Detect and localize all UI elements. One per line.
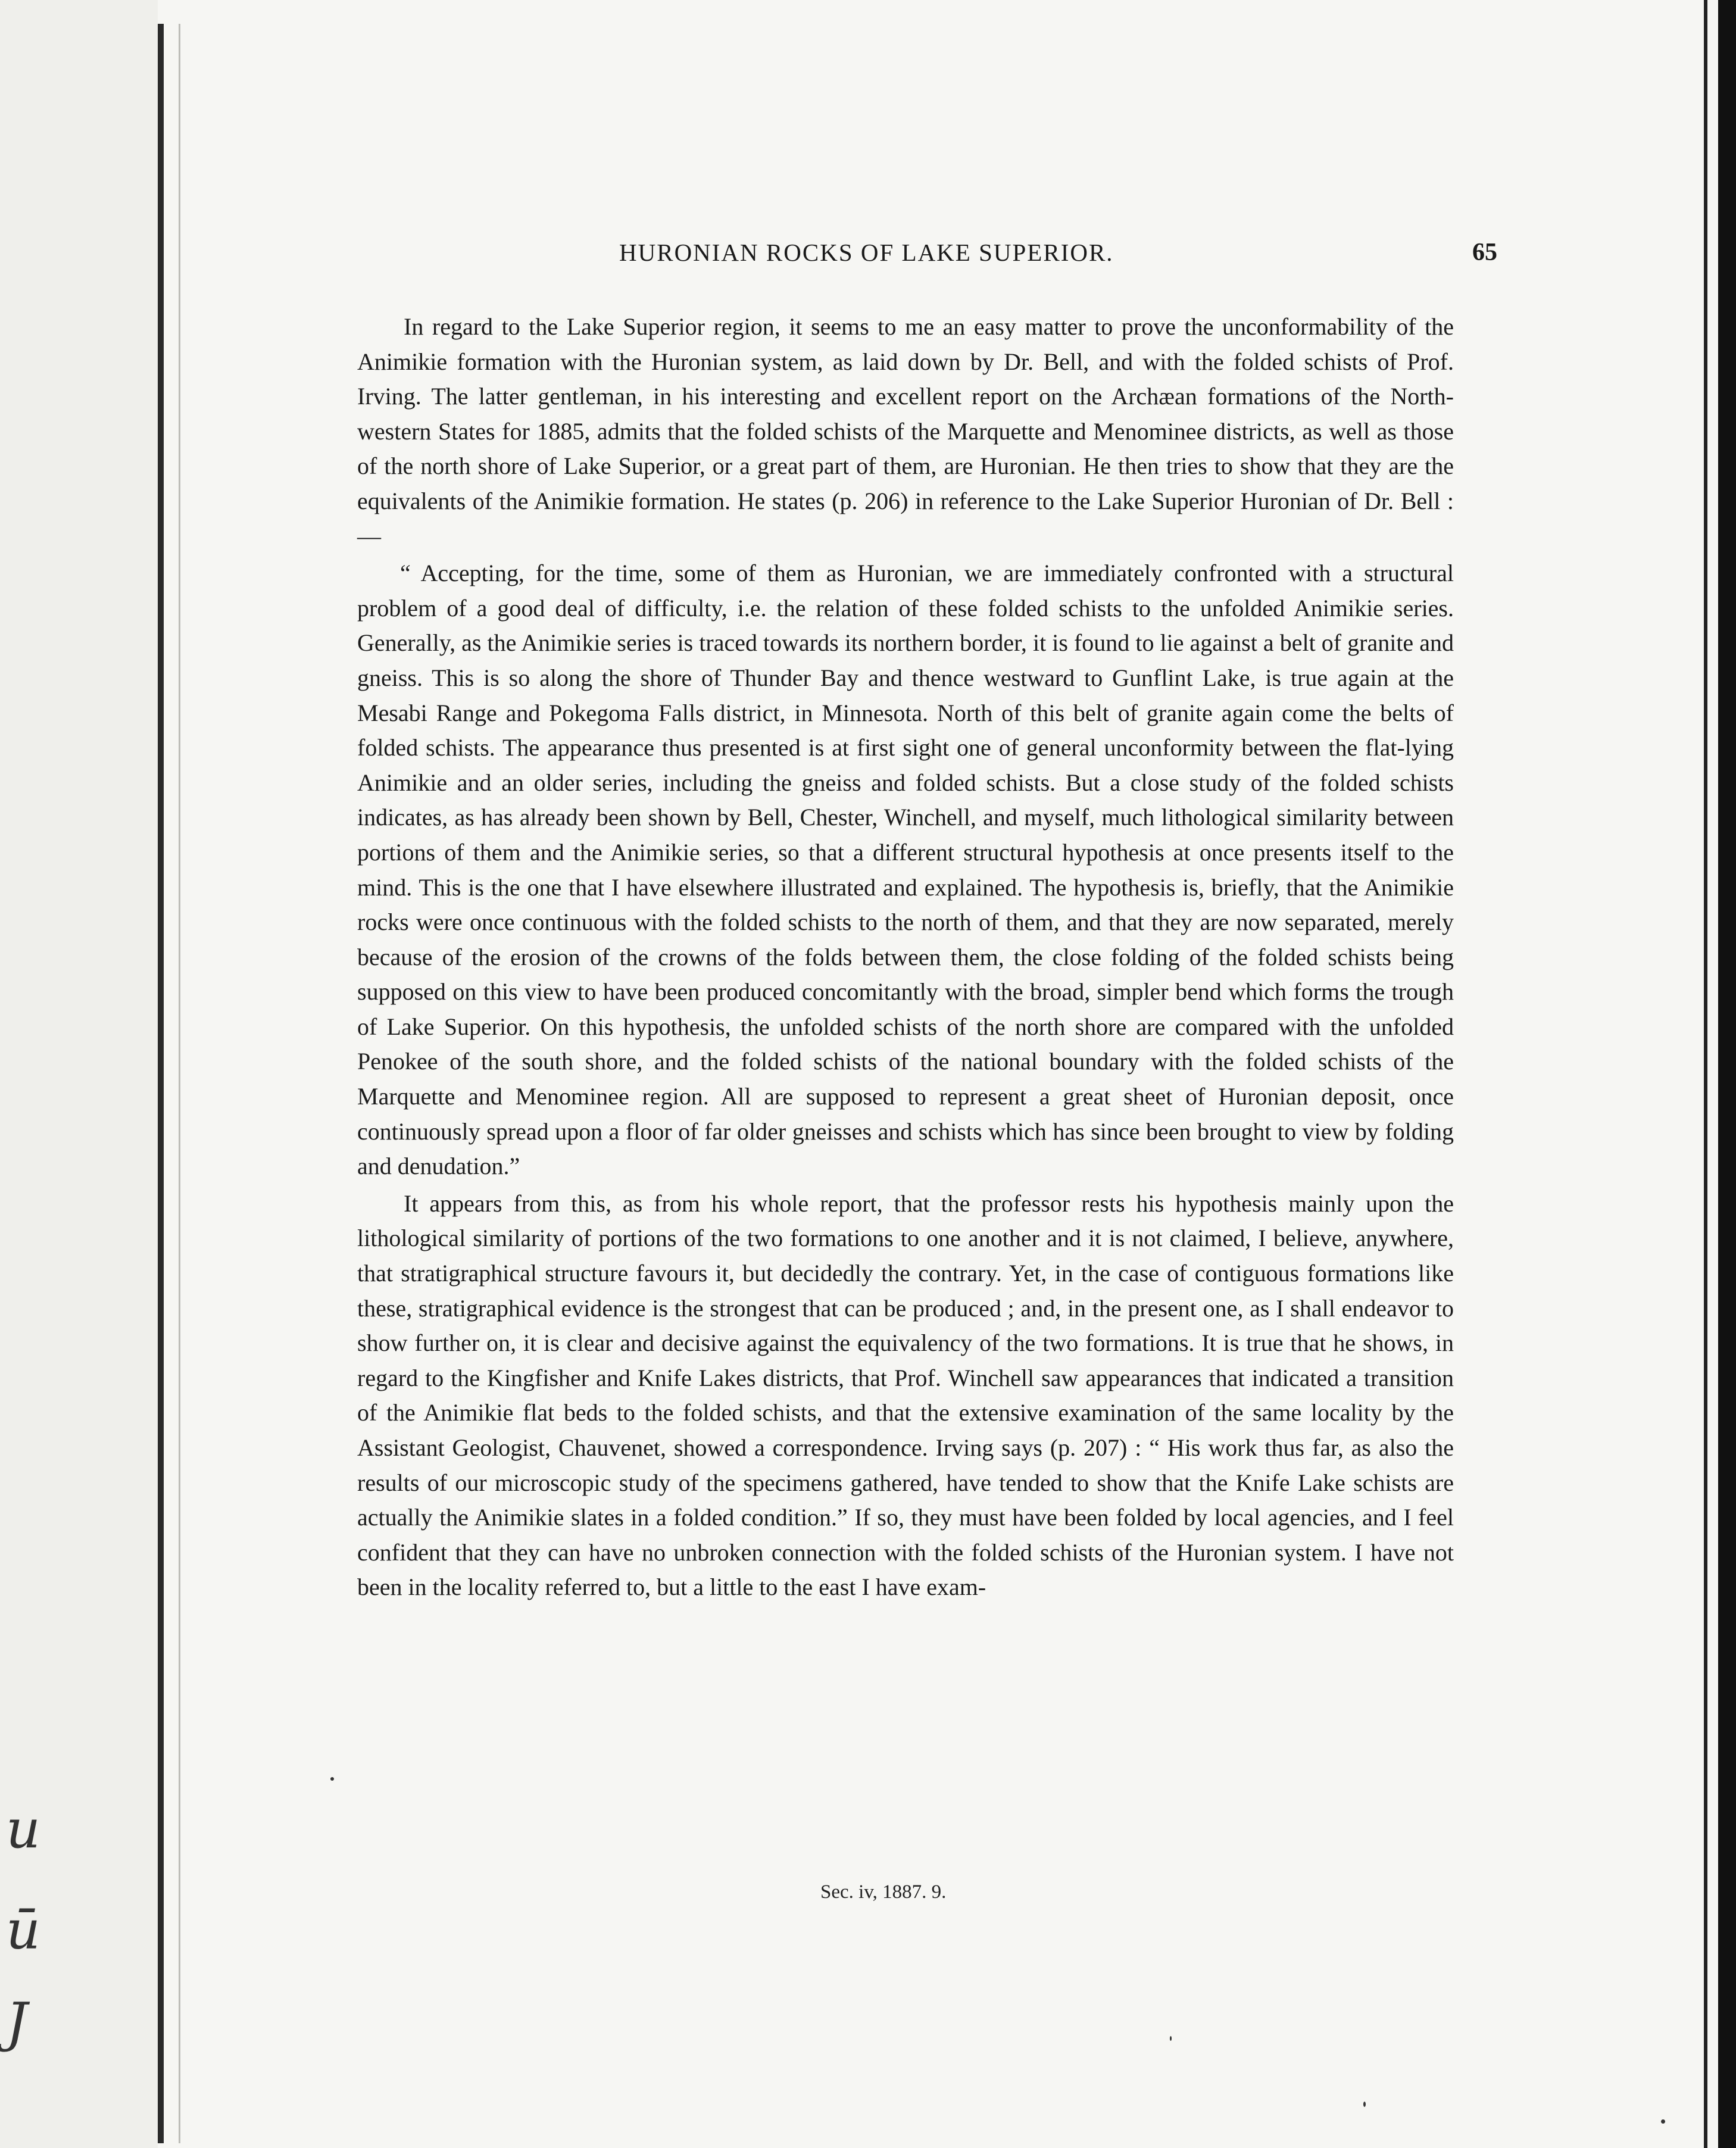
margin-mark: J	[6, 1991, 28, 2054]
signature-mark: Sec. iv, 1887. 9.	[820, 1881, 947, 1903]
body-text	[357, 310, 1454, 1607]
running-title: HURONIAN ROCKS OF LAKE SUPERIOR.	[619, 239, 1114, 266]
margin-mark: ū	[6, 1899, 40, 1962]
gutter-shadow	[179, 24, 180, 2143]
scan-speck	[1363, 2102, 1366, 2107]
scan-speck	[330, 1777, 334, 1781]
gutter-line	[158, 24, 164, 2143]
page-number: 65	[1472, 239, 1497, 266]
scan-edge-line	[1704, 0, 1707, 2148]
quoted-paragraph: “ Accepting, for the time, some of them as Huronian, we are immediately confronted with a structural problem of a good deal of difficulty, i.e. the relation of these folded schists to the unfolded Animikie series. Generally, as the Animikie series is traced towards its northern border, it is found to lie against a belt of granite and gneiss. This is so along the shore of Thunder Bay and thence westward to Gunflint Lake, is true again at the Mesabi Range and Pokegoma Falls district, in Minnesota. North of this belt of granite again come the belts of folded schists. The appearance thus presented is at first sight one of general unconformity between the flat-lying Animikie and an older series, including the gneiss and folded schists. But a close study of the folded schists indicates, as has already been shown by Bell, Chester, Winchell, and myself, much lithological similarity between portions of them and the Animikie series, so that a different structural hypothesis at once presents itself to the mind. This is the one that I have elsewhere illustrated and explained. The hypothesis is, briefly, that the Animikie rocks were once continuous with the folded schists to the north of them, and that they are now separated, merely because of the erosion of the crowns of the folds between them, the close folding of the folded schists being supposed on this view to have been produced concomitantly with the broad, simpler bend which forms the trough of Lake Superior. On this hypothesis, the unfolded schists of the north shore are compared with the unfolded Penokee of the south shore, and the folded schists of the national boundary with the folded schists of the Marquette and Menominee region. All are supposed to represent a great sheet of Huronian deposit, once continuously spread upon a floor of far older gneisses and schists which has since been brought to view by folding and denudation.”	[357, 560, 1454, 1180]
running-head	[357, 238, 1497, 274]
scan-speck	[1170, 2036, 1172, 2041]
scan-edge-border	[1718, 0, 1736, 2148]
paragraph: In regard to the Lake Superior region, it seems to me an easy matter to prove the unconformability of the Animikie formation with the Huronian system, as laid down by Dr. Bell, and with the folded schists of Prof. Irving. The latter gentleman, in his interesting and excellent report on the Archæan formations of the North-western States for 1885, admits that the folded schists of the Marquette and Menominee districts, as well as those of the north shore of Lake Superior, or a great part of them, are Huronian. He then tries to show that they are the equivalents of the Animikie formation. He states (p. 206) in reference to the Lake Superior Huronian of Dr. Bell :—	[357, 313, 1454, 550]
paragraph: It appears from this, as from his whole report, that the professor rests his hypothesis mainly upon the lithological similarity of portions of the two formations to one another and it is not claimed, I believe, anywhere, that stratigraphical structure favours it, but decidedly the contrary. Yet, in the case of contiguous formations like these, stratigraphical evidence is the strongest that can be produced ; and, in the present one, as I shall endeavor to show further on, it is clear and decisive against the equivalency of the two formations. It is true that he shows, in regard to the Kingfisher and Knife Lakes districts, that Prof. Winchell saw appearances that indicated a transition of the Animikie flat beds to the folded schists, and that the extensive examination of the same locality by the Assistant Geologist, Chauvenet, showed a correspondence. Irving says (p. 207) : “ His work thus far, as also the results of our microscopic study of the specimens gathered, have tended to show that the Knife Lake schists are actually the Animikie slates in a folded condition.” If so, they must have been folded by local agencies, and I feel confident that they can have no unbroken connection with the folded schists of the Huronian system. I have not been in the locality referred to, but a little to the east I have exam-	[357, 1189, 1454, 1601]
scan-speck	[1661, 2119, 1665, 2124]
margin-mark: u	[6, 1798, 40, 1860]
